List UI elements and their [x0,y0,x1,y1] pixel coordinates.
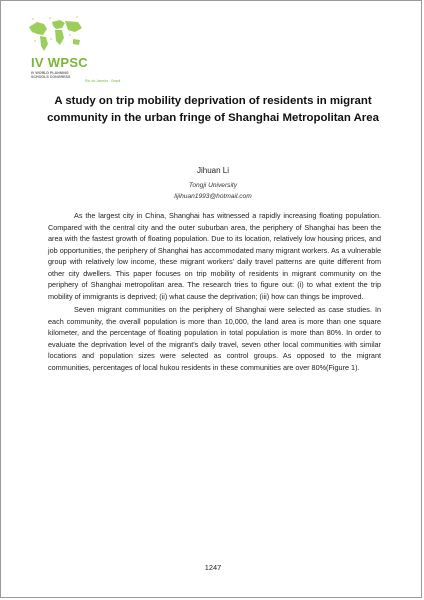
author-email: lijihuan1993@hotmail.com [174,193,252,200]
logo-name: IV WPSC [31,55,88,70]
paper-title: A study on trip mobility deprivation of residents in migrant community in the urban fringe of Shanghai Metropolitan Area [47,95,379,124]
author-affiliation: Tongji University [188,182,238,189]
logo-subtitle: IV WORLD PLANNING SCHOOLS CONGRESS [31,71,71,80]
author-name: Jihuan Li [196,166,230,175]
paragraph: As the largest city in China, Shanghai has witnessed a rapidly increasing floating population. Compared with the central city and the outer suburban area, the periphery of Shanghai has been the area with the fastest growth of floating population. Due to its location, relatively low housing prices, and job opportunities, the periphery of Shanghai has accommodated many migrant workers. As a vulnerable group with relatively low income, these migrant workers' daily travel patterns are quite different from other city dwellers. This paper focuses on trip mobility of residents in migrant community on the periphery of Shanghai metropolitan area. The research tries to figure out: (i) to what extent the trip mobility of immigrants is deprived; (ii) what cause the deprivation; (iii) how can things be improved. [48,211,381,301]
logo-tagline: Rio de Janeiro · Brazil [85,79,121,83]
page-number: 1247 [204,563,222,572]
world-map-icon [25,13,85,55]
conference-logo [11,13,141,88]
paragraph: Seven migrant communities on the periphery of Shanghai were selected as case studies. In each community, the overall population is more than 10,000, the land area is more than one square kilometer, and the percentage of floating population in total population is more than 80%. In order to evaluate the deprivation level of the migrant's daily travel, seven other local communities with similar locations and population sizes were selected as control groups. As opposed to the migrant communities, percentages of local hukou residents in these communities are over 80%(Figure 1). [48,305,381,372]
abstract-body [48,210,381,373]
